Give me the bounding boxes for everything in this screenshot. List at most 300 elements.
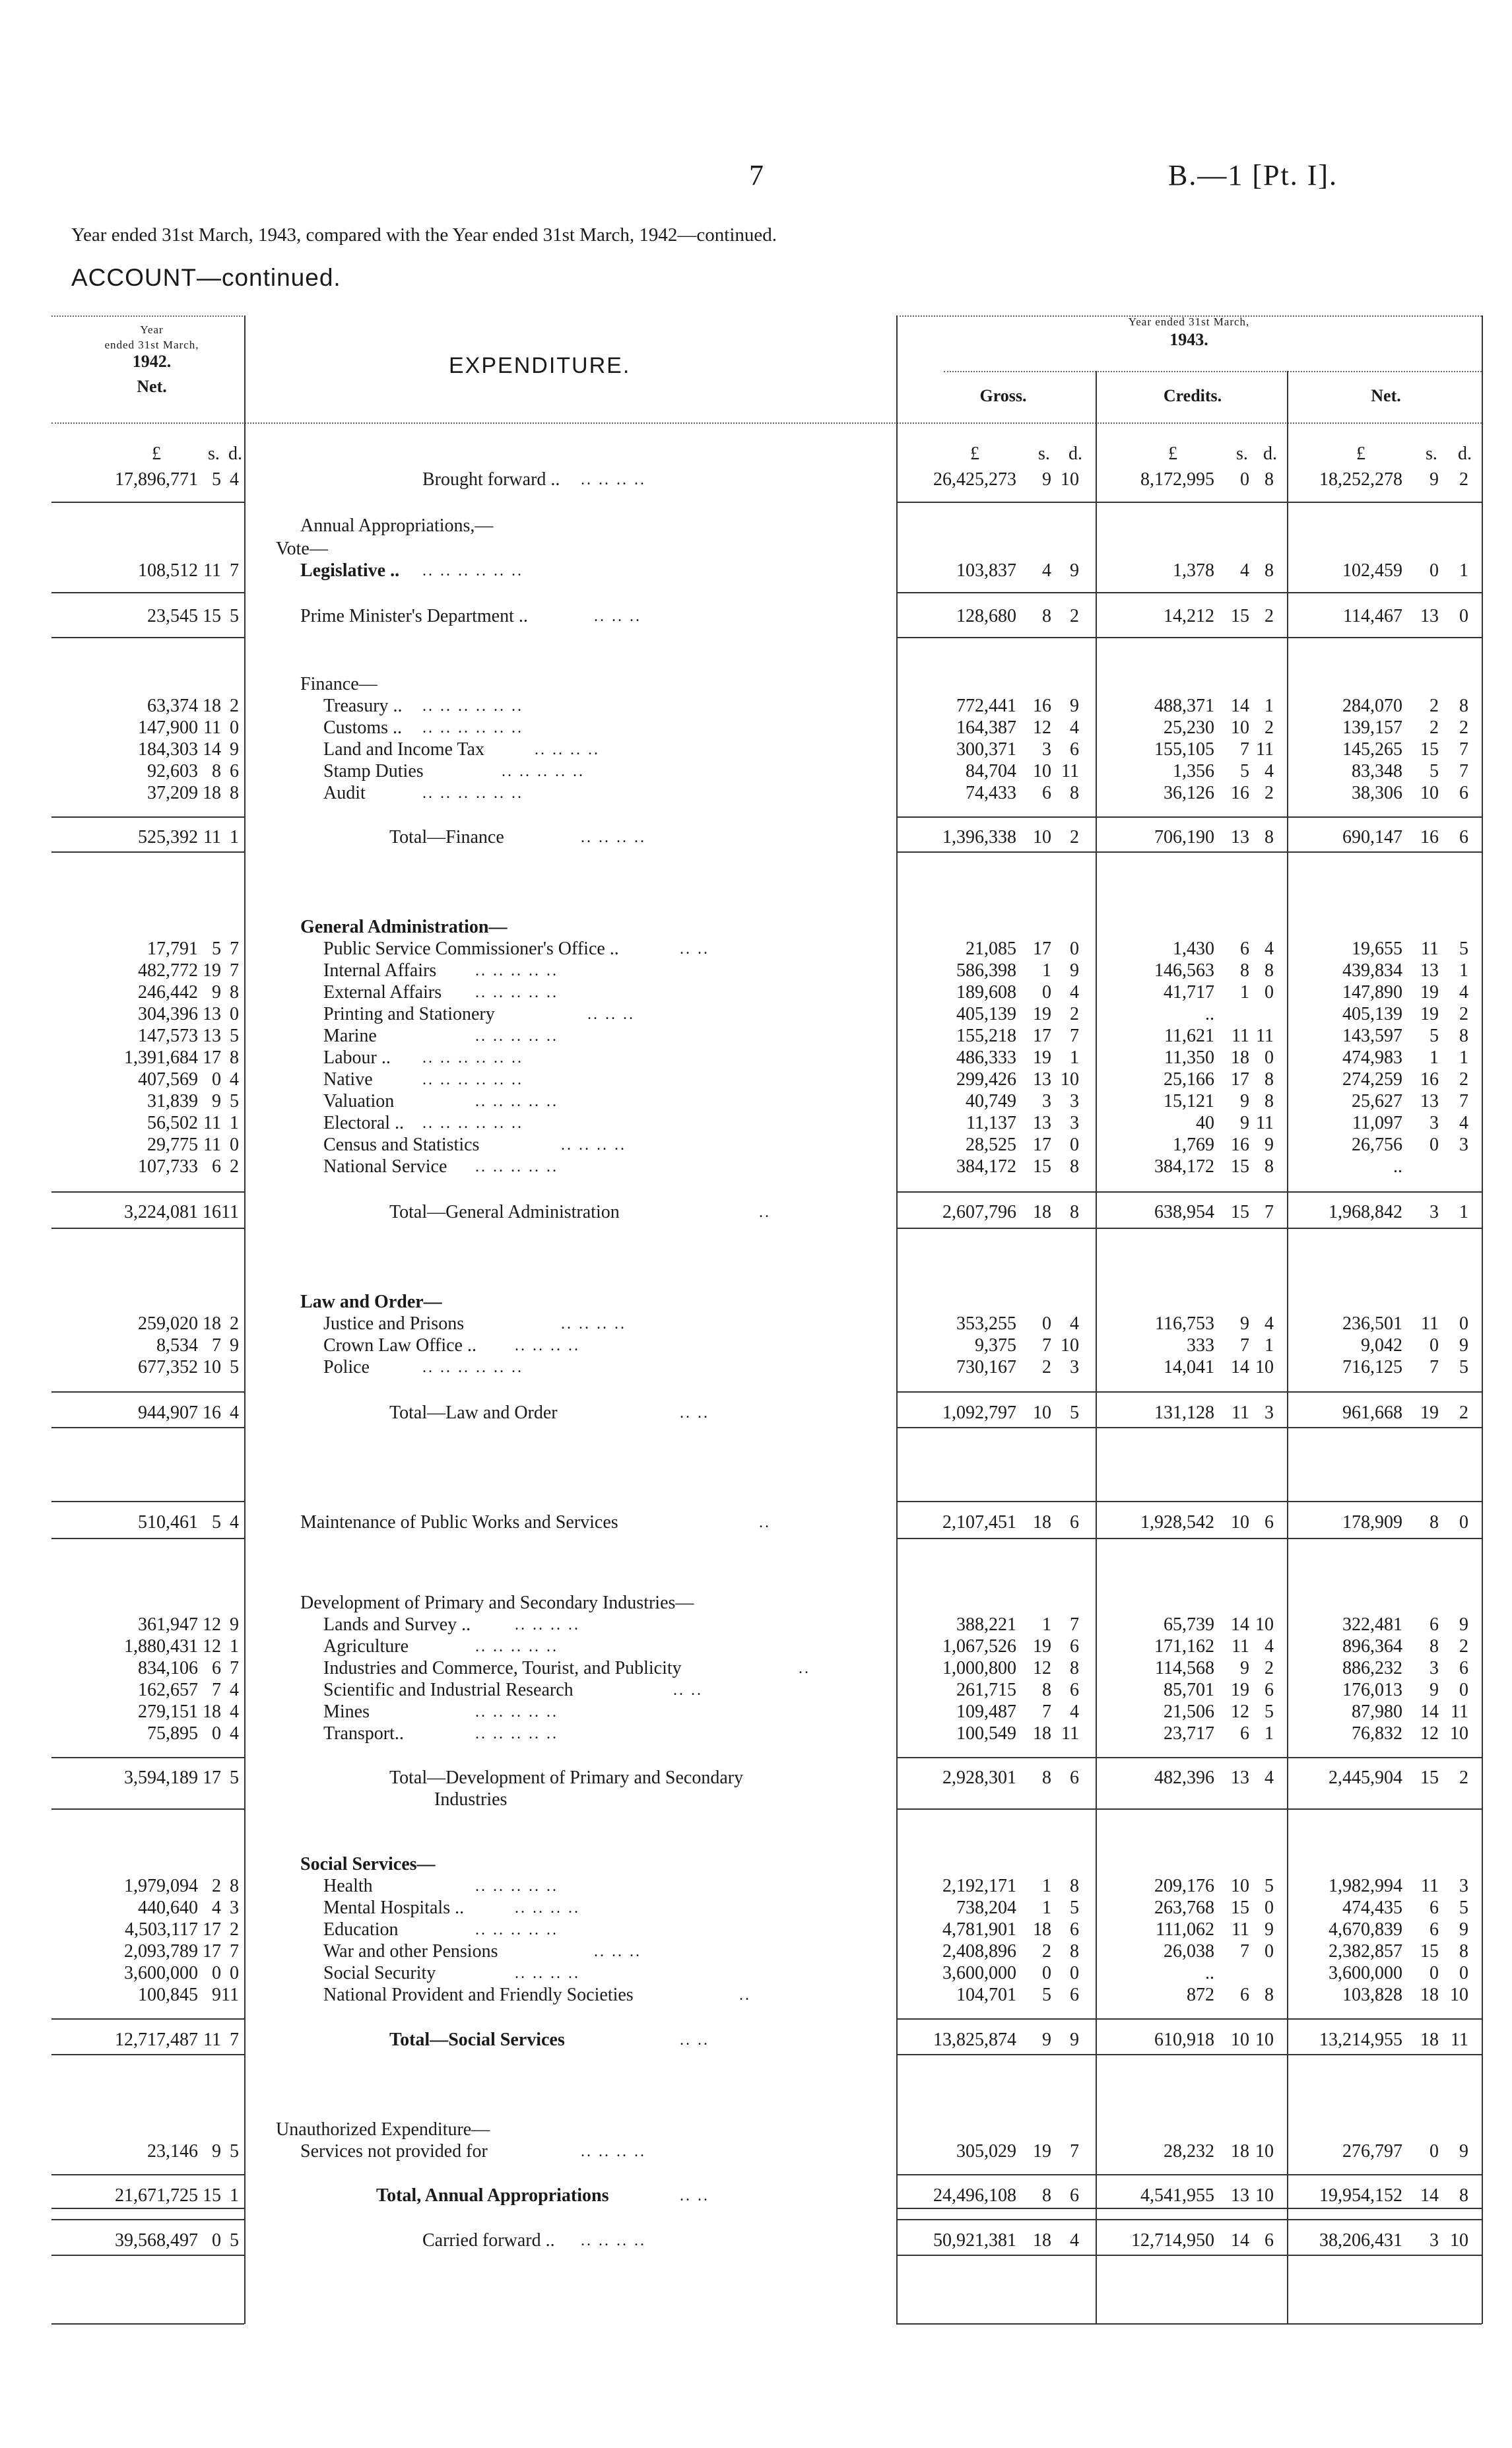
gross-pounds: 405,139	[956, 1004, 1016, 1024]
gross-pounds: 3,600,000	[942, 1963, 1016, 1983]
prev-pence: 9	[230, 1335, 239, 1356]
credits-pence: 10	[1255, 1357, 1274, 1377]
table-row	[0, 1679, 1512, 1702]
credits-pounds: 28,232	[1164, 2141, 1214, 2162]
gross-pence: 10	[1061, 469, 1079, 490]
table-row	[0, 1156, 1512, 1178]
gross-shillings: 18	[1033, 1723, 1051, 1744]
net-pounds: 76,832	[1352, 1723, 1402, 1744]
credits-pounds: 12,714,950	[1131, 2230, 1214, 2251]
net-pence: 7	[1459, 1091, 1468, 1111]
gross-pence: 3	[1070, 1113, 1079, 1133]
credits-pence: 10	[1255, 1614, 1274, 1635]
table-row	[0, 605, 1512, 628]
leader-dots: ..	[739, 1987, 751, 2004]
credits-shillings: 16	[1231, 1135, 1249, 1155]
credits-shillings: 8	[1240, 960, 1249, 981]
net-pence: 2	[1459, 469, 1468, 490]
gross-pounds: 772,441	[956, 696, 1016, 716]
page-subtitle: Year ended 31st March, 1943, compared with the Year ended 31st March, 1942—continued.	[71, 224, 777, 246]
prev-pounds: 3,594,189	[124, 1768, 198, 1788]
leader-dots: .. .. .. ..	[581, 829, 646, 846]
leader-dots: ..	[759, 1204, 771, 1221]
credits-pounds: 25,230	[1164, 717, 1214, 738]
prev-pence: 5	[230, 2141, 239, 2162]
credits-pounds: 146,563	[1154, 960, 1214, 981]
net-pounds: 103,828	[1342, 1985, 1402, 2005]
net-pence: 2	[1459, 1768, 1468, 1788]
table-row	[0, 1853, 1512, 1876]
gross-shillings: 8	[1042, 606, 1051, 626]
gross-pounds: 13,825,874	[933, 2030, 1016, 2050]
current-year-label: Year ended 31st March,	[1128, 315, 1250, 328]
leader-dots: .. .. .. .. ..	[475, 1921, 558, 1938]
gross-pence: 4	[1070, 982, 1079, 1003]
net-pounds: 145,265	[1342, 739, 1402, 760]
prev-pounds: 17,896,771	[115, 469, 198, 490]
credits-pence: 2	[1265, 606, 1274, 626]
section-rule	[51, 816, 244, 818]
net-pence: 3	[1459, 1135, 1468, 1155]
row-label: Total, Annual Appropriations	[376, 2185, 609, 2206]
net-shillings: 15	[1420, 739, 1439, 760]
gross-shillings: 1	[1042, 960, 1051, 981]
leader-dots: .. .. .. .. ..	[475, 1725, 558, 1742]
table-row	[0, 960, 1512, 982]
table-row	[0, 916, 1512, 939]
net-pounds: 178,909	[1342, 1512, 1402, 1533]
section-rule	[896, 2174, 1482, 2175]
net-pounds: 236,501	[1342, 1313, 1402, 1334]
table-row	[0, 1636, 1512, 1658]
header-bottom-rule	[51, 422, 1482, 424]
section-rule	[51, 1757, 244, 1758]
section-rule	[51, 1501, 244, 1502]
row-label: Agriculture	[323, 1636, 409, 1657]
prev-pence: 5	[230, 1091, 239, 1111]
gross-pounds: 24,496,108	[933, 2185, 1016, 2206]
net-shillings: 0	[1430, 1135, 1439, 1155]
net-pence: 11	[1451, 1702, 1468, 1722]
credits-shillings: 11	[1232, 1026, 1249, 1046]
section-rule	[896, 2219, 1482, 2220]
credits-pence: 10	[1255, 2030, 1274, 2050]
net-pounds: 284,070	[1342, 696, 1402, 716]
gross-pence: 6	[1070, 1636, 1079, 1657]
net-pence: 10	[1450, 2230, 1468, 2251]
credits-pounds: 610,918	[1154, 2030, 1214, 2050]
gross-pounds: 84,704	[966, 761, 1016, 781]
table-row	[0, 1511, 1512, 1534]
leader-dots: .. .. .. ..	[515, 1965, 580, 1982]
prev-shillings: 18	[203, 1313, 221, 1334]
credits-pence: 0	[1265, 1941, 1274, 1962]
gross-pence: 9	[1070, 560, 1079, 581]
credits-pounds: 1,356	[1173, 761, 1214, 781]
table-row	[0, 1335, 1512, 1357]
gross-pounds: 109,487	[956, 1702, 1016, 1722]
prev-pence: 9	[230, 739, 239, 760]
net-pounds: 26,756	[1352, 1135, 1402, 1155]
credits-pounds: 638,954	[1154, 1202, 1214, 1222]
prev-shillings: 7	[212, 1680, 221, 1700]
gross-pounds: 384,172	[956, 1156, 1016, 1177]
net-pence: 1	[1459, 1047, 1468, 1068]
credits-pence: 8	[1265, 469, 1274, 490]
net-pounds: 102,459	[1342, 560, 1402, 581]
net-pence: 0	[1459, 606, 1468, 626]
credits-pounds: 21,506	[1164, 1702, 1214, 1722]
gross-shillings: 17	[1033, 1026, 1051, 1046]
gross-pence: 1	[1070, 1047, 1079, 1068]
net-pounds: 1,968,842	[1329, 1202, 1402, 1222]
gross-shillings: 5	[1042, 1985, 1051, 2005]
prev-pounds: 37,209	[147, 783, 198, 803]
section-rule	[896, 502, 1482, 503]
net-pounds: 19,655	[1352, 939, 1402, 959]
credits-pence: 1	[1265, 1723, 1274, 1744]
section-rule	[896, 1808, 1482, 1810]
credits-pounds: 41,717	[1164, 982, 1214, 1003]
leader-dots: .. .. .. ..	[581, 2232, 646, 2249]
prev-pounds: 407,569	[138, 1069, 198, 1090]
net-shillings: 9	[1430, 1680, 1439, 1700]
credits-pence: 0	[1265, 1047, 1274, 1068]
section-rule	[51, 2255, 244, 2256]
credits-shillings: 10	[1231, 1512, 1249, 1533]
net-pence: 0	[1459, 1512, 1468, 1533]
gross-pence: 4	[1070, 1702, 1079, 1722]
credits-pence: 11	[1256, 739, 1274, 760]
row-label: Census and Statistics	[323, 1135, 480, 1155]
gross-pence: 6	[1070, 1985, 1079, 2005]
leader-dots: .. .. .. .. .. ..	[422, 1115, 523, 1132]
row-label: Marine	[323, 1026, 377, 1046]
leader-dots: .. .. .. .. .. ..	[422, 719, 523, 737]
leader-dots: .. .. ..	[594, 608, 641, 625]
net-shillings: 1	[1430, 1047, 1439, 1068]
gross-pence: 5	[1070, 1898, 1079, 1918]
gross-pounds: 353,255	[956, 1313, 1016, 1334]
gross-shillings: 2	[1042, 1941, 1051, 1962]
prev-shillings: 9	[212, 982, 221, 1003]
credits-shillings: 4	[1240, 560, 1249, 581]
prev-shillings: 2	[212, 1876, 221, 1896]
credits-shillings: 19	[1231, 1680, 1249, 1700]
prev-year-net-header: Net.	[137, 377, 167, 396]
section-rule	[51, 2208, 244, 2209]
net-header: Net.	[1371, 386, 1401, 405]
leader-dots: .. ..	[680, 2032, 709, 2049]
row-label: Law and Order—	[300, 1292, 442, 1312]
prev-shillings: 17	[203, 1941, 221, 1962]
net-pence: 9	[1459, 1614, 1468, 1635]
net-pounds: 961,668	[1342, 1403, 1402, 1423]
credits-pounds: 36,126	[1164, 783, 1214, 803]
row-label: Social Services—	[300, 1854, 436, 1874]
gross-pounds: 74,433	[966, 783, 1016, 803]
leader-dots: .. ..	[680, 2187, 709, 2204]
prev-pounds: 147,900	[138, 717, 198, 738]
gross-pence: 5	[1070, 1403, 1079, 1423]
gross-shillings: 8	[1042, 1768, 1051, 1788]
section-rule	[896, 637, 1482, 638]
prev-pounds: 21,671,725	[115, 2185, 198, 2206]
section-rule	[51, 2054, 244, 2055]
header-mid-rule	[944, 371, 1482, 372]
credits-pence: 8	[1265, 1985, 1274, 2005]
gross-pence: 9	[1070, 2030, 1079, 2050]
table-row	[0, 1657, 1512, 1680]
net-shillings: 5	[1430, 761, 1439, 781]
section-rule	[51, 851, 244, 853]
section-rule	[51, 592, 244, 593]
section-rule	[896, 2255, 1482, 2256]
gross-shillings: 18	[1033, 1919, 1051, 1940]
credits-shillings: 15	[1231, 1202, 1249, 1222]
row-label: Health	[323, 1876, 373, 1896]
prev-pence: 9	[230, 1614, 239, 1635]
prev-shillings: 11	[203, 1113, 221, 1133]
table-row	[0, 938, 1512, 960]
prev-pounds: 56,502	[147, 1113, 198, 1133]
net-pence: 6	[1459, 827, 1468, 847]
credits-shillings: 7	[1240, 1941, 1249, 1962]
net-pounds: 147,890	[1342, 982, 1402, 1003]
row-label: Unauthorized Expenditure—	[276, 2119, 490, 2140]
current-year-value: 1943.	[1169, 330, 1208, 349]
gross-shillings: 9	[1042, 469, 1051, 490]
gross-shillings: 6	[1042, 783, 1051, 803]
net-pence: 2	[1459, 1636, 1468, 1657]
net-pence: 7	[1459, 739, 1468, 760]
gross-pounds: 189,608	[956, 982, 1016, 1003]
prev-pounds: 75,895	[147, 1723, 198, 1744]
credits-pence: 6	[1265, 1680, 1274, 1700]
gross-shillings: 2	[1042, 1357, 1051, 1377]
table-row	[0, 695, 1512, 717]
table-row	[0, 673, 1512, 696]
credits-pence: 6	[1265, 2230, 1274, 2251]
gross-shillings: 8	[1042, 2185, 1051, 2206]
credits-pounds: 8,172,995	[1140, 469, 1214, 490]
table-row	[0, 1962, 1512, 1985]
gross-shillings: 15	[1033, 1156, 1051, 1177]
section-rule	[896, 592, 1482, 593]
gross-pence: 2	[1070, 827, 1079, 847]
prev-pounds: 944,907	[138, 1403, 198, 1423]
credits-pounds: 14,212	[1164, 606, 1214, 626]
credits-pounds: 1,769	[1173, 1135, 1214, 1155]
credits-pence: 3	[1265, 1403, 1274, 1423]
section-rule	[51, 502, 244, 503]
prev-pounds: 361,947	[138, 1614, 198, 1635]
credits-shillings: 11	[1232, 1636, 1249, 1657]
row-label: Finance—	[300, 674, 378, 694]
prev-pence: 6	[230, 761, 239, 781]
prev-shillings: 6	[212, 1658, 221, 1678]
credits-pence: 2	[1265, 783, 1274, 803]
net-pounds: 2,382,857	[1329, 1941, 1402, 1962]
net-pounds: 139,157	[1342, 717, 1402, 738]
prev-pence: 11	[221, 1985, 239, 2005]
prev-pence: 2	[230, 696, 239, 716]
credits-unit-pounds: £	[1168, 444, 1177, 464]
net-pence: 0	[1459, 1680, 1468, 1700]
prev-unit-shillings: s.	[208, 444, 220, 464]
credits-pounds: 15,121	[1164, 1091, 1214, 1111]
gross-pence: 8	[1070, 1876, 1079, 1896]
prev-shillings: 0	[212, 1963, 221, 1983]
table-row	[0, 981, 1512, 1004]
gross-pounds: 50,921,381	[933, 2230, 1016, 2251]
net-pence: 6	[1459, 1658, 1468, 1678]
gross-pence: 8	[1070, 1658, 1079, 1678]
credits-pounds: 263,768	[1154, 1898, 1214, 1918]
gross-pence: 7	[1070, 1614, 1079, 1635]
credits-pence: 10	[1255, 2141, 1274, 2162]
leader-dots: .. .. .. .. ..	[475, 984, 558, 1001]
net-pounds: 690,147	[1342, 827, 1402, 847]
gross-pence: 4	[1070, 1313, 1079, 1334]
net-shillings: 19	[1420, 982, 1439, 1003]
leader-dots: .. .. .. .. ..	[475, 1638, 558, 1655]
credits-shillings: 11	[1232, 1919, 1249, 1940]
gross-shillings: 13	[1033, 1113, 1051, 1133]
prev-shillings: 9	[212, 1985, 221, 2005]
net-pounds: 18,252,278	[1319, 469, 1402, 490]
prev-pounds: 8,534	[156, 1335, 198, 1356]
row-label: Brought forward ..	[422, 469, 560, 490]
row-label: Treasury ..	[323, 696, 403, 716]
credits-shillings: 14	[1231, 1357, 1249, 1377]
net-pounds: 716,125	[1342, 1357, 1402, 1377]
gross-pounds: 28,525	[966, 1135, 1016, 1155]
credits-shillings: 0	[1240, 469, 1249, 490]
gross-pounds: 486,333	[956, 1047, 1016, 1068]
prev-year-ended: ended 31st March,	[104, 339, 199, 351]
net-shillings: 13	[1420, 1091, 1439, 1111]
net-pence: 3	[1459, 1876, 1468, 1896]
row-label: Education	[323, 1919, 399, 1940]
prev-shillings: 4	[212, 1898, 221, 1918]
credits-shillings: 10	[1231, 717, 1249, 738]
prev-pounds: 2,093,789	[124, 1941, 198, 1962]
gross-header: Gross.	[979, 386, 1027, 405]
net-shillings: 14	[1420, 1702, 1439, 1722]
table-row	[0, 1090, 1512, 1113]
gross-pence: 0	[1070, 1963, 1079, 1983]
table-row	[0, 760, 1512, 783]
net-pounds: 474,983	[1342, 1047, 1402, 1068]
credits-pounds: 26,038	[1164, 1941, 1214, 1962]
section-rule	[51, 1191, 244, 1193]
prev-pence: 2	[230, 1156, 239, 1177]
net-pence: 5	[1459, 939, 1468, 959]
row-label: Audit	[323, 783, 366, 803]
gross-pounds: 1,067,526	[942, 1636, 1016, 1657]
table-row	[0, 515, 1512, 537]
row-label: Maintenance of Public Works and Services	[300, 1512, 618, 1533]
row-label: Industries and Commerce, Tourist, and Publicity	[323, 1658, 682, 1678]
credits-pounds: 155,105	[1154, 739, 1214, 760]
gross-shillings: 18	[1033, 2230, 1051, 2251]
net-shillings: 0	[1430, 560, 1439, 581]
leader-dots: .. .. .. .. .. ..	[422, 1359, 523, 1376]
gross-pounds: 300,371	[956, 739, 1016, 760]
row-label: Scientific and Industrial Research	[323, 1680, 574, 1700]
leader-dots: .. .. .. .. ..	[502, 763, 585, 780]
prev-pence: 5	[230, 1768, 239, 1788]
credits-pence: 0	[1265, 1898, 1274, 1918]
gross-pounds: 103,837	[956, 560, 1016, 581]
net-pounds: 274,259	[1342, 1069, 1402, 1090]
credits-pence: 5	[1265, 1702, 1274, 1722]
credits-shillings: 14	[1231, 696, 1249, 716]
credits-pounds: 23,717	[1164, 1723, 1214, 1744]
net-shillings: 0	[1430, 1963, 1439, 1983]
prev-shillings: 5	[212, 1512, 221, 1533]
credits-pounds: 488,371	[1154, 696, 1214, 716]
leader-dots: .. .. .. .. .. ..	[422, 1049, 523, 1067]
credits-pence: 9	[1265, 1135, 1274, 1155]
leader-dots: .. .. .. .. .. ..	[422, 785, 523, 802]
row-label: Valuation	[323, 1091, 395, 1111]
page-number: 7	[749, 159, 764, 191]
gross-pence: 9	[1070, 960, 1079, 981]
gross-pence: 4	[1070, 2230, 1079, 2251]
prev-pence: 2	[230, 1313, 239, 1334]
prev-pence: 7	[230, 560, 239, 581]
table-row	[0, 1313, 1512, 1335]
section-rule	[896, 816, 1482, 818]
gross-pounds: 100,549	[956, 1723, 1016, 1744]
prev-pounds: 63,374	[147, 696, 198, 716]
section-rule	[51, 2174, 244, 2175]
table-row	[0, 1201, 1512, 1224]
credits-shillings: 9	[1240, 1313, 1249, 1334]
section-rule	[896, 2208, 1482, 2209]
net-pence: 5	[1459, 1357, 1468, 1377]
net-pence: 5	[1459, 1898, 1468, 1918]
net-shillings: 5	[1430, 1026, 1439, 1046]
row-label: Social Security	[323, 1963, 436, 1983]
net-shillings: 6	[1430, 1614, 1439, 1635]
net-pence: 2	[1459, 717, 1468, 738]
table-row	[0, 1402, 1512, 1424]
row-label: Stamp Duties	[323, 761, 424, 781]
table-row	[0, 2029, 1512, 2051]
prev-pence: 5	[230, 1026, 239, 1046]
gross-shillings: 7	[1042, 1335, 1051, 1356]
credits-shillings: 14	[1231, 1614, 1249, 1635]
gross-pounds: 730,167	[956, 1357, 1016, 1377]
gross-pence: 6	[1070, 1680, 1079, 1700]
prev-shillings: 15	[203, 606, 221, 626]
prev-pounds: 12,717,487	[115, 2030, 198, 2050]
gross-pence: 10	[1061, 1335, 1079, 1356]
prev-pence: 7	[230, 960, 239, 981]
leader-dots: .. .. .. ..	[535, 741, 600, 758]
credits-pounds: 114,568	[1155, 1658, 1214, 1678]
credits-shillings: 6	[1240, 1723, 1249, 1744]
gross-pounds: 2,192,171	[942, 1876, 1016, 1896]
net-pence: 6	[1459, 783, 1468, 803]
gross-shillings: 19	[1033, 1047, 1051, 1068]
net-pounds: 176,013	[1342, 1680, 1402, 1700]
prev-shillings: 18	[203, 1702, 221, 1722]
net-unit-pounds: £	[1356, 444, 1365, 464]
